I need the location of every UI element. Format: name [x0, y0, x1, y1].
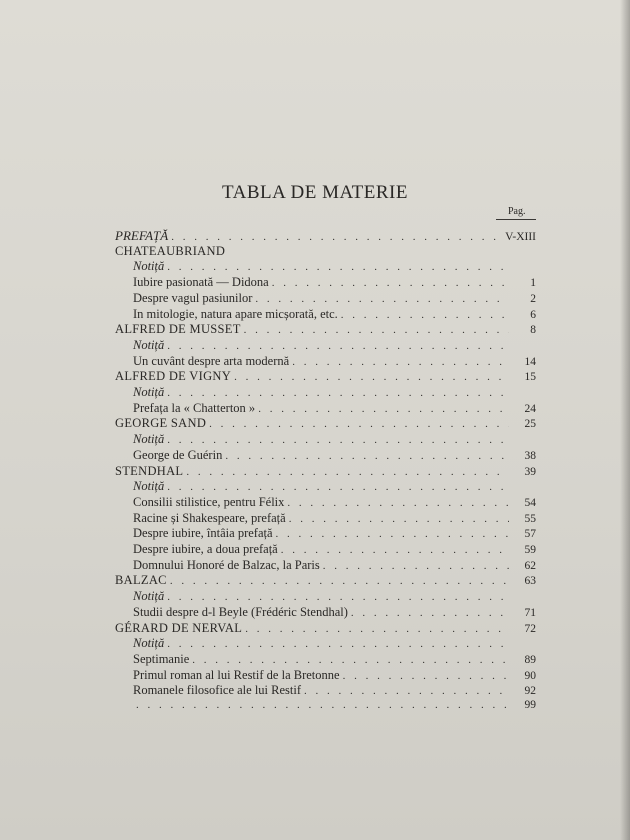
dot-leader: [192, 654, 509, 666]
dot-leader: [343, 670, 509, 682]
toc-entry-page: 63: [524, 575, 536, 588]
toc-entry-label: Racine și Shakespeare, prefață: [133, 510, 286, 525]
toc-entry-label: Despre vagul pasiunilor: [133, 290, 253, 305]
dot-leader: [323, 560, 509, 572]
dot-leader: [341, 309, 509, 321]
toc-entry-page: 55: [524, 512, 536, 525]
toc-entry-label: Notiță: [133, 337, 165, 352]
dot-leader: [287, 497, 509, 509]
toc-entry-label: In mitologie, natura apare micșorată, etc.: [133, 306, 338, 321]
toc-entry-label: ALFRED DE VIGNY: [115, 369, 232, 384]
page-edge-shadow: [620, 0, 630, 840]
toc-entry: [133, 652, 536, 669]
dot-leader: [272, 277, 509, 289]
toc-entry: [115, 416, 536, 433]
toc-entry-label: Consilii stilistice, pentru Félix: [133, 494, 285, 509]
dot-leader: [281, 544, 509, 556]
toc-entry-page: 62: [524, 559, 536, 572]
dot-leader: [234, 371, 509, 383]
toc-entry: [133, 495, 536, 512]
toc-entry: [115, 244, 536, 261]
dot-leader: [304, 685, 509, 697]
toc-entry-page: 57: [524, 528, 536, 541]
toc-entry-label: Notiță: [133, 636, 165, 651]
toc-entry: [133, 291, 536, 308]
dot-leader: [167, 387, 509, 399]
toc-entry: [133, 479, 536, 496]
toc-entry-page: 8: [530, 324, 536, 337]
toc-entry-label: STENDHAL: [115, 463, 184, 478]
toc-entry-page: 92: [524, 685, 536, 698]
toc-entry-page: 90: [524, 669, 536, 682]
dot-leader: [258, 403, 509, 415]
dot-leader: [170, 575, 509, 587]
dot-leader: [167, 591, 509, 603]
dot-leader: [167, 638, 509, 650]
toc-entry: [133, 338, 536, 355]
toc-entry-label: CHATEAUBRIAND: [115, 243, 226, 258]
toc-entry-page: 71: [524, 606, 536, 619]
toc-entry-label: Notiță: [133, 479, 165, 494]
toc-entry-page: 15: [524, 371, 536, 384]
toc-entry-label: Domnului Honoré de Balzac, la Paris: [133, 557, 320, 572]
toc-entry-label: George de Guérin: [133, 447, 223, 462]
toc-entry-label: Septimanie: [133, 651, 190, 666]
toc-entry: [133, 683, 536, 700]
toc-entry-label: Iubire pasionată — Didona: [133, 275, 269, 290]
toc-entry-label: Romanele filosofice ale lui Restif: [133, 683, 302, 698]
toc-entry-page: 24: [524, 402, 536, 415]
dot-leader: [245, 623, 509, 635]
toc-entry-label: Notiță: [133, 259, 165, 274]
toc-entry: [133, 401, 536, 418]
toc-entry-label: ALFRED DE MUSSET: [115, 322, 241, 337]
dot-leader: [244, 324, 509, 336]
toc-entry-label: Notiță: [133, 432, 165, 447]
toc-entry: [133, 668, 536, 685]
dot-leader: [171, 231, 502, 243]
dot-leader: [167, 481, 509, 493]
page-column-header: Pag.: [508, 206, 526, 217]
toc-entry: [133, 699, 536, 716]
toc-entry-label: Prefața la « Chatterton »: [133, 400, 256, 415]
toc-entry: [115, 228, 536, 245]
toc-entry-page: 99: [524, 699, 536, 711]
toc-entry: [133, 589, 536, 606]
dot-leader: [167, 261, 509, 273]
toc-entry-page: 1: [530, 277, 536, 290]
toc-entry: [133, 354, 536, 371]
toc-entry: [115, 322, 536, 339]
toc-entry-page: 89: [524, 653, 536, 666]
toc-entry: [115, 621, 536, 638]
toc-entry-label: Notiță: [133, 385, 165, 399]
toc-entry: [133, 432, 536, 449]
page-title: TABLA DE MATERIE: [222, 182, 408, 203]
toc-entry: [133, 385, 536, 402]
dot-leader: [255, 293, 509, 305]
toc-entry-page: 14: [524, 355, 536, 368]
dot-leader: [167, 434, 509, 446]
toc-entry-label: Despre iubire, întâia prefață: [133, 526, 273, 541]
dot-leader: [136, 699, 509, 711]
toc-entry: [133, 636, 536, 653]
toc-entry-label: GÉRARD DE NERVAL: [115, 620, 243, 635]
toc-entry-page: V-XIII: [505, 231, 536, 243]
toc-entry: [115, 369, 536, 386]
toc-entry-page: 54: [524, 496, 536, 509]
dot-leader: [225, 450, 509, 462]
toc-entry-label: Un cuvânt despre arta modernă: [133, 353, 290, 368]
toc-entry: [133, 259, 536, 276]
toc-entry: [133, 526, 536, 543]
toc-entry-page: 38: [524, 449, 536, 462]
toc-entry-label: Notiță: [133, 589, 165, 604]
dot-leader: [292, 356, 509, 368]
toc-entry-page: 72: [524, 622, 536, 635]
toc-entry-page: 25: [524, 418, 536, 431]
toc-entry: [133, 448, 536, 465]
dot-leader: [276, 528, 509, 540]
toc-entry-label: Despre iubire, a doua prefață: [133, 542, 278, 556]
toc-entry-label: Primul roman al lui Restif de la Bretonne: [133, 667, 340, 682]
dot-leader: [209, 418, 509, 430]
dot-leader: [186, 466, 509, 478]
page-column-rule: [496, 219, 536, 220]
toc-entry: [115, 573, 536, 590]
toc-entry-page: 59: [524, 544, 536, 556]
toc-entry: [133, 605, 536, 622]
toc-entry-page: 2: [530, 292, 536, 305]
toc-entry: [133, 558, 536, 575]
toc-entry-page: 6: [530, 308, 536, 321]
toc-entry-label: BALZAC: [115, 573, 167, 588]
toc-entry: [133, 542, 536, 559]
toc-entry: [115, 464, 536, 481]
toc-entry-label: PREFAȚĂ: [115, 228, 169, 243]
toc-entry: [133, 511, 536, 528]
toc-entry-label: GEORGE SAND: [115, 416, 207, 431]
dot-leader: [351, 607, 509, 619]
dot-leader: [289, 513, 509, 525]
toc-entry: [133, 275, 536, 292]
toc-entry-page: 39: [524, 465, 536, 478]
toc-entry-label: Studii despre d-l Beyle (Frédéric Stendhal): [133, 604, 348, 619]
dot-leader: [167, 340, 509, 352]
toc-entry: [133, 307, 536, 324]
